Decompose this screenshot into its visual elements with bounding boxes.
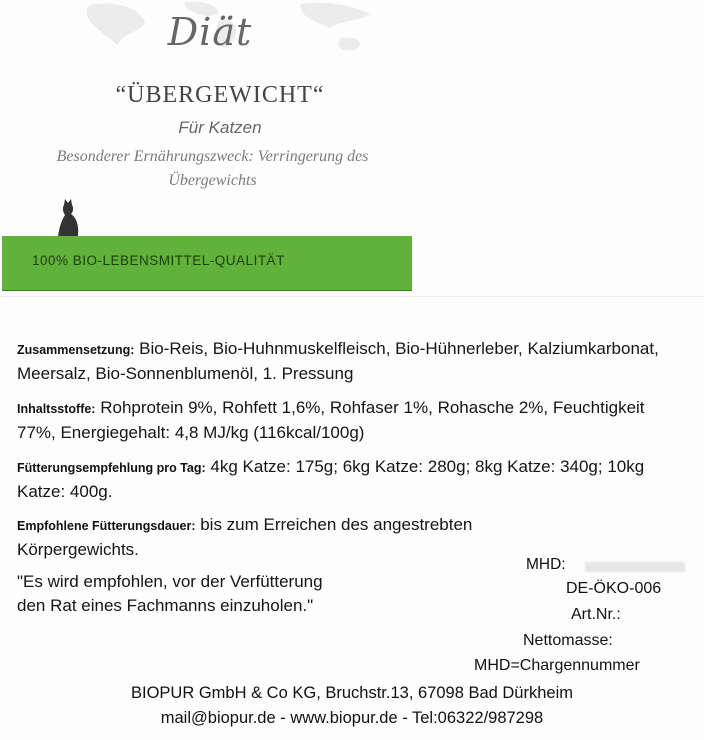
mhd-value-redacted [585,562,685,572]
feeding-label: Fütterungsempfehlung pro Tag: [17,461,206,475]
bio-quality-label: 100% BIO-LEBENSMITTEL-QUALITÄT [32,253,285,268]
ingredients [17,396,687,445]
organic-control-code: DE-ÖKO-006 [566,580,662,597]
duration-text: bis zum Erreichen des angestrebten Körpergewichts. [17,515,473,559]
ingredients-text: Rohprotein 9%, Rohfett 1,6%, Rohfaser 1%, Rohasche 2%, Feuchtigkeit 77%, Energiegehalt: 4,8 MJ/kg (116kcal/100g) [17,398,645,442]
nutrition-purpose: Besonderer Ernährungszweck: Verringerung des Übergewichts [56,148,369,189]
company-address: BIOPUR GmbH & Co KG, Bruchstr.13, 67098 Bad Dürkheim [130,684,573,702]
composition [17,337,687,386]
company-contact: mail@biopur.de - www.biopur.de - Tel:06322/987298 [160,709,544,727]
target-animal: Für Katzen [178,118,262,137]
recommendation-line-1: "Es wird empfohlen, vor der Verfütterung [17,572,323,591]
feeding-duration [17,513,537,562]
article-number-label: Art.Nr.: [571,606,621,623]
ingredients-label: Inhaltsstoffe: [17,402,96,416]
batch-number-note: MHD=Chargennummer [474,657,640,674]
net-weight-label: Nettomasse: [523,632,613,649]
product-name: “ÜBERGEWICHT“ [115,82,325,108]
feeding-text: 4kg Katze: 175g; 6kg Katze: 280g; 8kg Katze: 340g; 10kg Katze: 400g. [17,457,645,501]
duration-label: Empfohlene Fütterungsdauer: [17,519,196,533]
feeding-recommendation [17,455,687,504]
mhd-label: MHD: [526,556,566,573]
recommendation-line-2: den Rat eines Fachmanns einzuholen." [17,596,314,615]
brand-title: Diät [167,10,253,54]
expert-recommendation [17,570,437,618]
composition-text: Bio-Reis, Bio-Huhnmuskelfleisch, Bio-Hühnerleber, Kalziumkarbonat, Meersalz, Bio-Sonnenblumenöl, 1. Pressung [17,339,659,383]
composition-label: Zusammensetzung: [17,343,135,357]
divider [0,296,704,297]
